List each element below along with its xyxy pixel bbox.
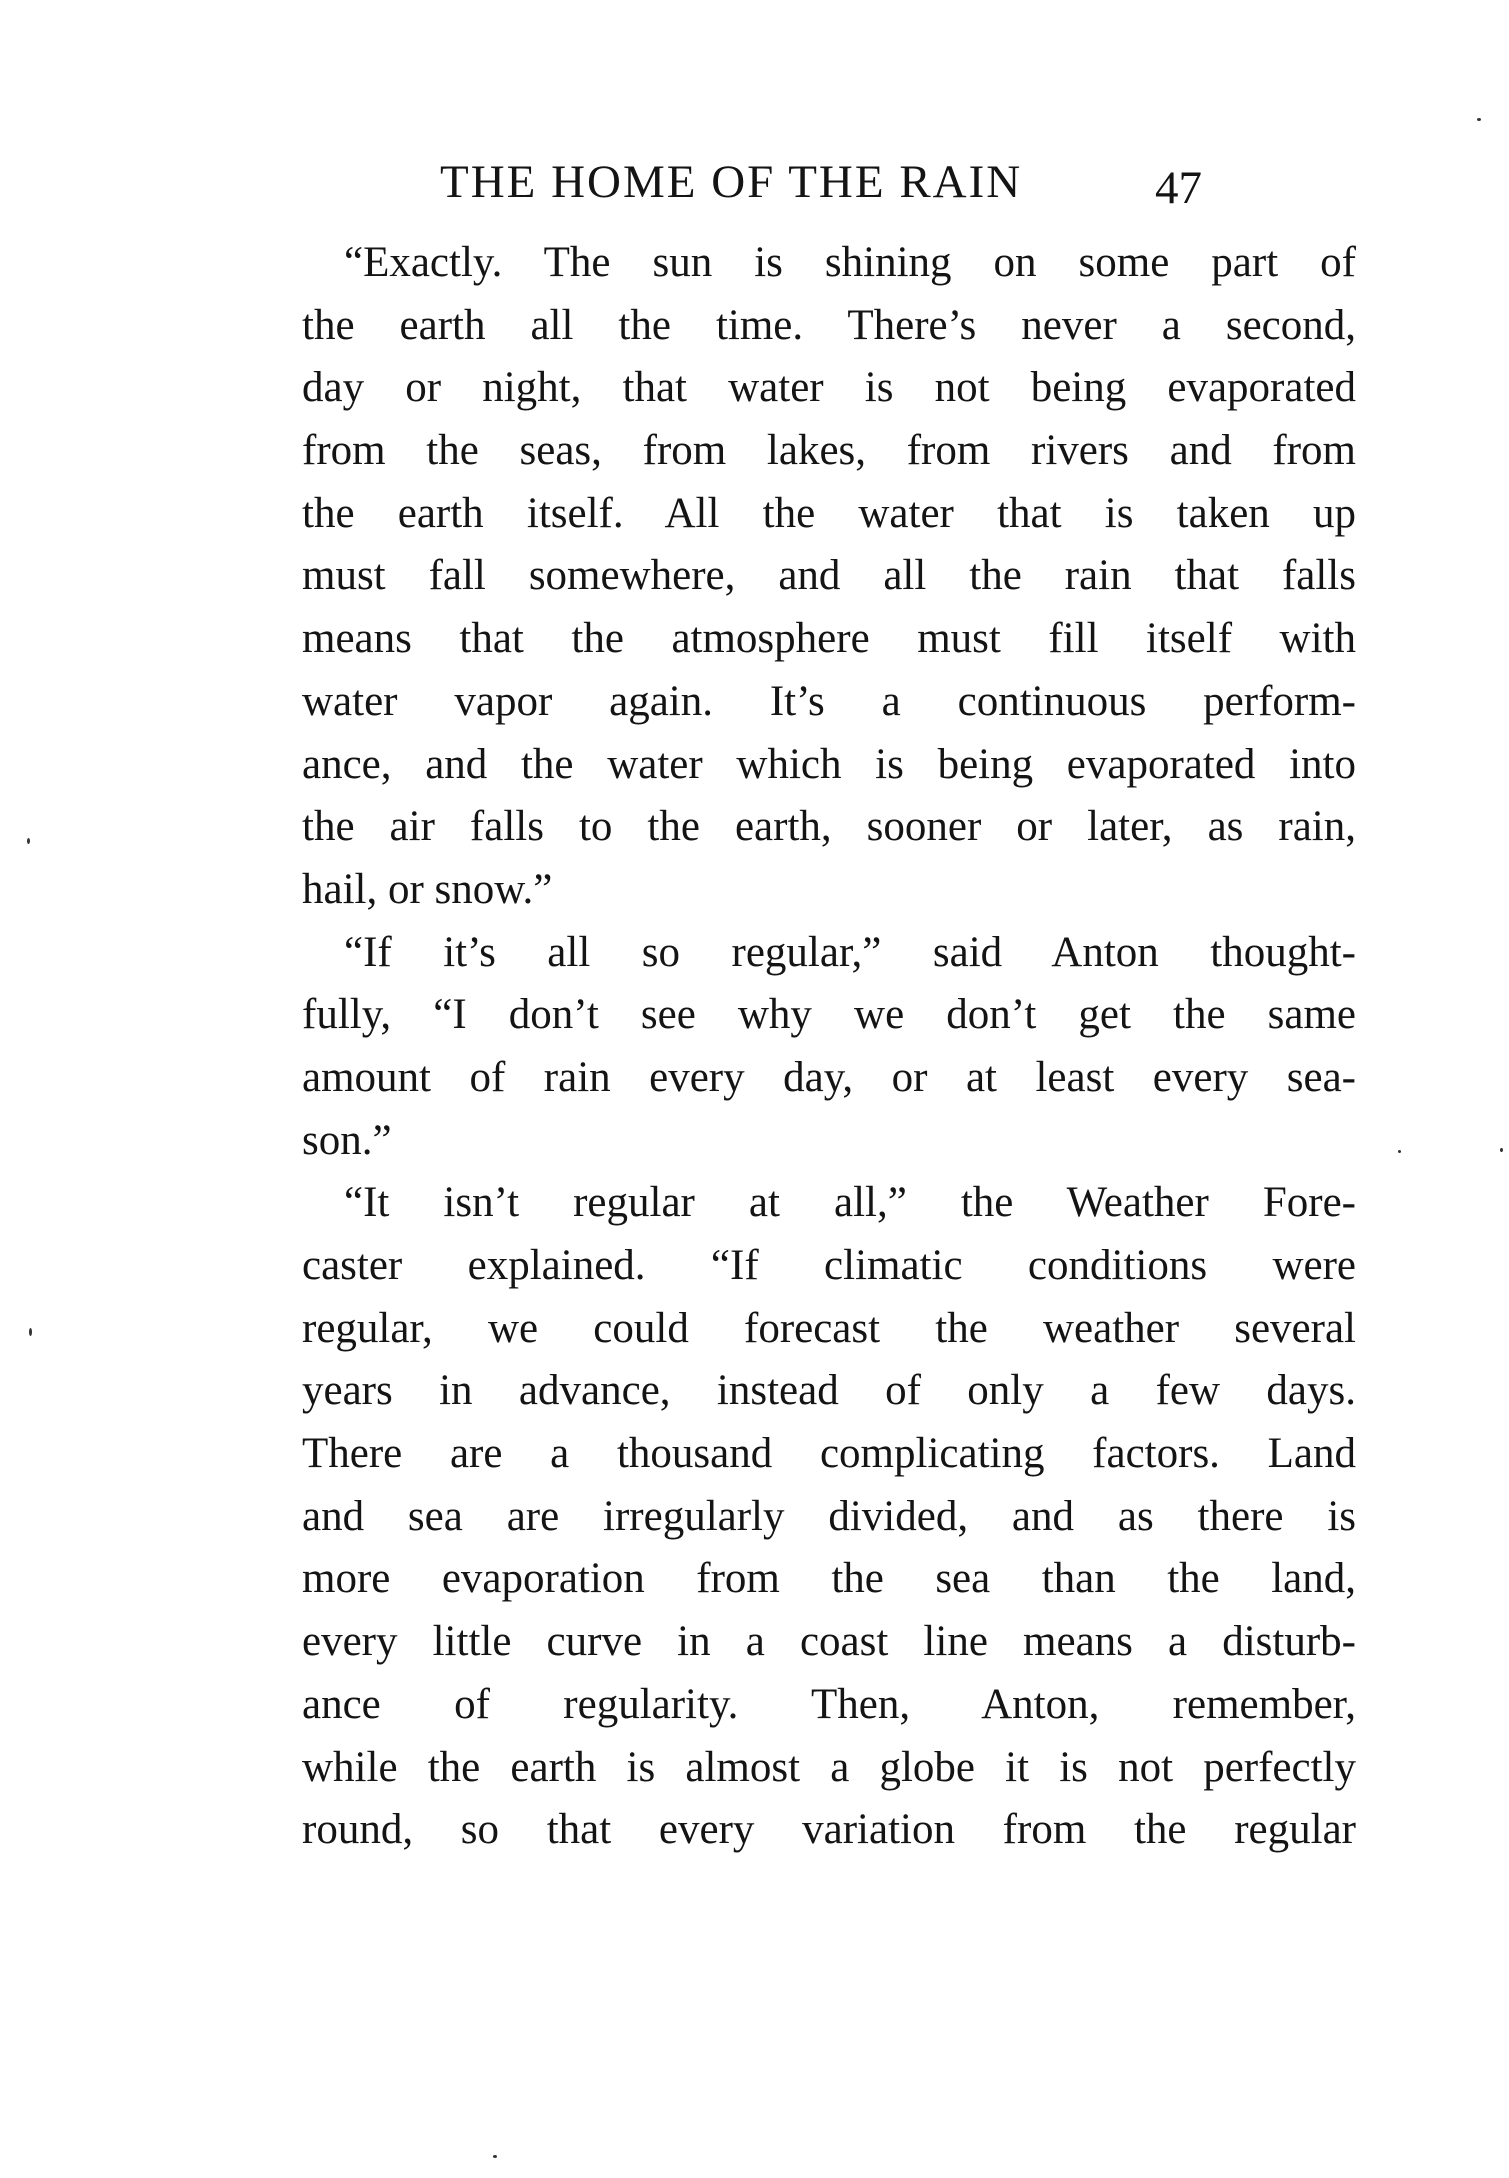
- scan-speck: [29, 1328, 32, 1336]
- text-line: ance of regularity. Then, Anton, remember,: [302, 1680, 1356, 1728]
- text-line: must fall somewhere, and all the rain that falls: [302, 552, 1356, 600]
- text-line: amount of rain every day, or at least every sea-: [302, 1053, 1356, 1101]
- scan-speck: [1398, 1150, 1401, 1153]
- text-line: from the seas, from lakes, from rivers and from: [302, 427, 1356, 475]
- text-line: fully, “I don’t see why we don’t get the same: [302, 991, 1356, 1039]
- body-text: [302, 232, 1356, 1862]
- scan-speck: [1500, 1148, 1503, 1152]
- text-line: the earth itself. All the water that is taken up: [302, 489, 1356, 537]
- text-line: means that the atmosphere must fill itself with: [302, 615, 1356, 663]
- text-line: more evaporation from the sea than the land,: [302, 1555, 1356, 1603]
- text-line: round, so that every variation from the regular: [302, 1806, 1356, 1854]
- text-line: “It isn’t regular at all,” the Weather Fore-: [344, 1179, 1356, 1227]
- text-line: ance, and the water which is being evaporated into: [302, 740, 1356, 788]
- scan-speck: [493, 2155, 497, 2158]
- text-line: son.”: [302, 1116, 392, 1164]
- text-line: “If it’s all so regular,” said Anton thought-: [344, 928, 1356, 976]
- running-title: THE HOME OF THE RAIN: [440, 156, 1023, 208]
- text-line: hail, or snow.”: [302, 865, 553, 913]
- text-line: There are a thousand complicating factors. Land: [302, 1430, 1356, 1478]
- text-line: and sea are irregularly divided, and as there is: [302, 1492, 1356, 1540]
- text-line: regular, we could forecast the weather several: [302, 1304, 1356, 1352]
- text-line: the earth all the time. There’s never a second,: [302, 301, 1356, 349]
- text-line: water vapor again. It’s a continuous perform-: [302, 677, 1356, 725]
- text-line: “Exactly. The sun is shining on some part of: [344, 239, 1356, 286]
- text-line: every little curve in a coast line means a disturb-: [302, 1618, 1356, 1666]
- text-line: the air falls to the earth, sooner or later, as rain,: [302, 803, 1356, 851]
- text-line: caster explained. “If climatic conditions were: [302, 1242, 1356, 1289]
- running-header: [440, 152, 1202, 212]
- text-line: while the earth is almost a globe it is not perfectly: [302, 1743, 1356, 1791]
- scan-speck: [27, 838, 30, 844]
- text-line: day or night, that water is not being evaporated: [302, 364, 1356, 412]
- scan-speck: [1477, 118, 1481, 121]
- page-number: 47: [1155, 162, 1202, 214]
- text-line: years in advance, instead of only a few days.: [302, 1367, 1356, 1415]
